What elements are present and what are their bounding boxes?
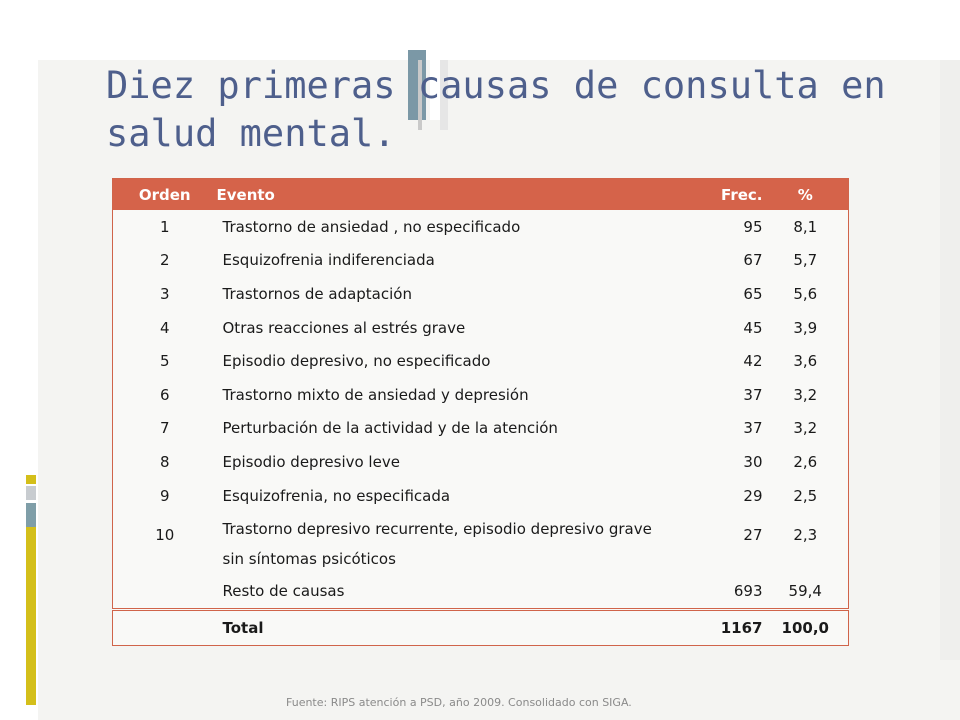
cell-evento: Esquizofrenia, no especificada (222, 486, 451, 505)
cell-orden: 9 (159, 486, 170, 505)
cell-orden: 3 (159, 284, 170, 303)
cell-frec: 65 (743, 284, 763, 303)
cell-evento: Episodio depresivo, no especificado (222, 352, 491, 371)
cell-orden: 8 (159, 452, 170, 471)
cell-orden: 6 (159, 385, 170, 404)
cell-evento: Trastornos de adaptación (222, 284, 412, 303)
cell-pct: 3,6 (793, 352, 818, 371)
cell-pct: 8,1 (793, 217, 818, 236)
top-margin (0, 0, 960, 60)
cell-orden-empty (113, 574, 217, 610)
cell-frec: 27 (743, 526, 763, 545)
cell-total-frec: 1167 (720, 619, 763, 638)
cell-pct: 3,2 (793, 385, 818, 404)
cell-frec: 37 (743, 385, 763, 404)
cell-pct: 5,6 (793, 284, 818, 303)
cell-total-evento: Total (222, 619, 264, 638)
header-evento: Evento (216, 185, 275, 204)
cell-pct: 2,6 (793, 452, 818, 471)
cell-pct: 2,5 (793, 486, 818, 505)
table-row (113, 210, 849, 244)
cell-orden-empty (113, 610, 217, 646)
cell-evento: Perturbación de la actividad y de la atención (222, 419, 558, 438)
header-frec: Frec. (721, 185, 763, 204)
cell-orden: 1 (159, 217, 170, 236)
cell-orden: 5 (159, 352, 170, 371)
left-accent-teal (26, 503, 36, 527)
left-accent-gray (26, 486, 36, 500)
table-row (113, 344, 849, 378)
cell-frec: 30 (743, 452, 763, 471)
cell-evento: Episodio depresivo leve (222, 452, 400, 471)
cell-pct: 5,7 (793, 251, 818, 270)
table-row (113, 277, 849, 311)
cell-evento: Otras reacciones al estrés grave (222, 318, 466, 337)
cell-orden: 2 (159, 251, 170, 270)
cell-frec: 37 (743, 419, 763, 438)
cell-frec: 95 (743, 217, 763, 236)
cell-evento: Esquizofrenia indiferenciada (222, 251, 435, 270)
cell-evento: Trastorno mixto de ansiedad y depresión (222, 385, 529, 404)
table-row (113, 378, 849, 412)
cell-pct: 3,2 (793, 419, 818, 438)
cell-resto-frec: 693 (657, 574, 763, 610)
table-row (113, 479, 849, 513)
cell-pct: 3,9 (793, 318, 818, 337)
cell-frec: 67 (743, 251, 763, 270)
resto-row (113, 574, 849, 610)
total-row (113, 610, 849, 646)
table-row (113, 311, 849, 345)
right-band (940, 60, 960, 660)
cell-frec: 42 (743, 352, 763, 371)
header-orden: Orden (138, 185, 191, 204)
table-header-row (113, 179, 849, 211)
slide-title: Diez primeras causas de consulta en salud mental. (106, 64, 886, 155)
cell-orden: 4 (159, 318, 170, 337)
cell-resto-evento: Resto de causas (217, 574, 657, 610)
cell-total-pct: 100,0 (781, 619, 829, 638)
table-row (113, 244, 849, 278)
cell-orden: 10 (155, 526, 175, 545)
cell-frec: 45 (743, 318, 763, 337)
cell-orden: 7 (159, 419, 170, 438)
cell-evento: Trastorno de ansiedad , no especificado (222, 217, 521, 236)
causes-table (112, 178, 849, 646)
cell-frec: 29 (743, 486, 763, 505)
cell-resto-pct: 59,4 (763, 574, 849, 610)
header-pct: % (797, 185, 813, 204)
table-row (113, 512, 849, 574)
cell-pct: 2,3 (793, 526, 818, 545)
table-row (113, 412, 849, 446)
table-row (113, 445, 849, 479)
source-footer: Fuente: RIPS atención a PSD, año 2009. Consolidado con SIGA. (286, 696, 632, 709)
cell-evento: Trastorno depresivo recurrente, episodio depresivo grave sin síntomas psicóticos (222, 520, 652, 569)
